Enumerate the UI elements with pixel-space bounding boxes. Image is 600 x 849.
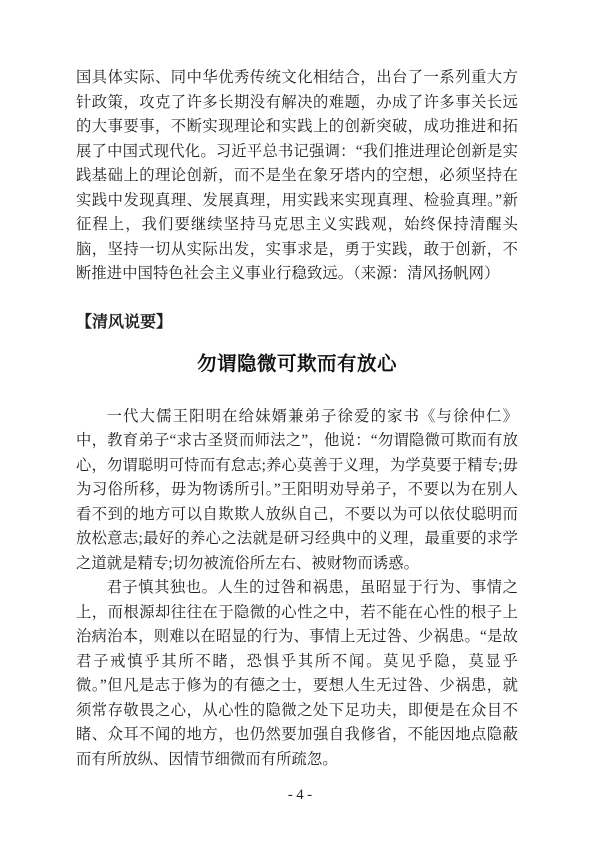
section-label: 【清风说要】 (76, 313, 173, 331)
paragraph-2: 一代大儒王阳明在给妹婿兼弟子徐爱的家书《与徐仲仁》中，教育弟子“求古圣贤而师法之”，他说：“勿谓隐微可欺而有放心，勿谓聪明可恃而有怠志;养心莫善于义理，为学莫要于精专;毋为习俗所移，毋为物诱所引。”王阳明劝导弟子，不要以为在别人看不到的地方可以自欺欺人放纵自己，不要以为可以依仗聪明而放松意志;最好的养心之法就是研习经典中的义理，最重要的求学之道就是精专;切勿被流俗所左右、被财物而诱惑。 (76, 407, 518, 572)
paragraph-3: 君子慎其独也。人生的过咎和祸患，虽昭显于行为、事情之上，而根源却往往在于隐微的心性之中，若不能在心性的根子上治病治本，则难以在昭显的行为、事情上无过咎、少祸患。“是故君子戒慎乎其所不睹，恐惧乎其所不闻。莫见乎隐，莫显乎微。”但凡是志于修为的有德之士，要想人生无过咎、少祸患，就须常存敬畏之心，从心性的隐微之处下足功夫，即便是在众目不睹、众耳不闻的地方，也仍然要加强自我修省，不能因地点隐蔽而有所放纵、因情节细微而有所疏忽。 (76, 579, 518, 768)
article-title: 勿谓隐微可欺而有放心 (196, 353, 397, 375)
paragraph-continued: 国具体实际、同中华优秀传统文化相结合，出台了一系列重大方针政策，攻克了许多长期没有解决的难题，办成了许多事关长远的大事要事，不断实现理论和实践上的创新突破，成功推进和拓展了中国式现代化。习近平总书记强调：“我们推进理论创新是实践基础上的理论创新，而不是坐在象牙塔内的空想，必须坚持在实践中发现真理、发展真理，用实践来实现真理、检验真理。”新征程上，我们要继续坚持马克思主义实践观，始终保持清醒头脑，坚持一切从实际出发，实事求是，勇于实践，敢于创新，不断推进中国特色社会主义事业行稳致远。（来源：清风扬帆网） (76, 69, 518, 282)
page-number: - 4 - (287, 787, 313, 803)
